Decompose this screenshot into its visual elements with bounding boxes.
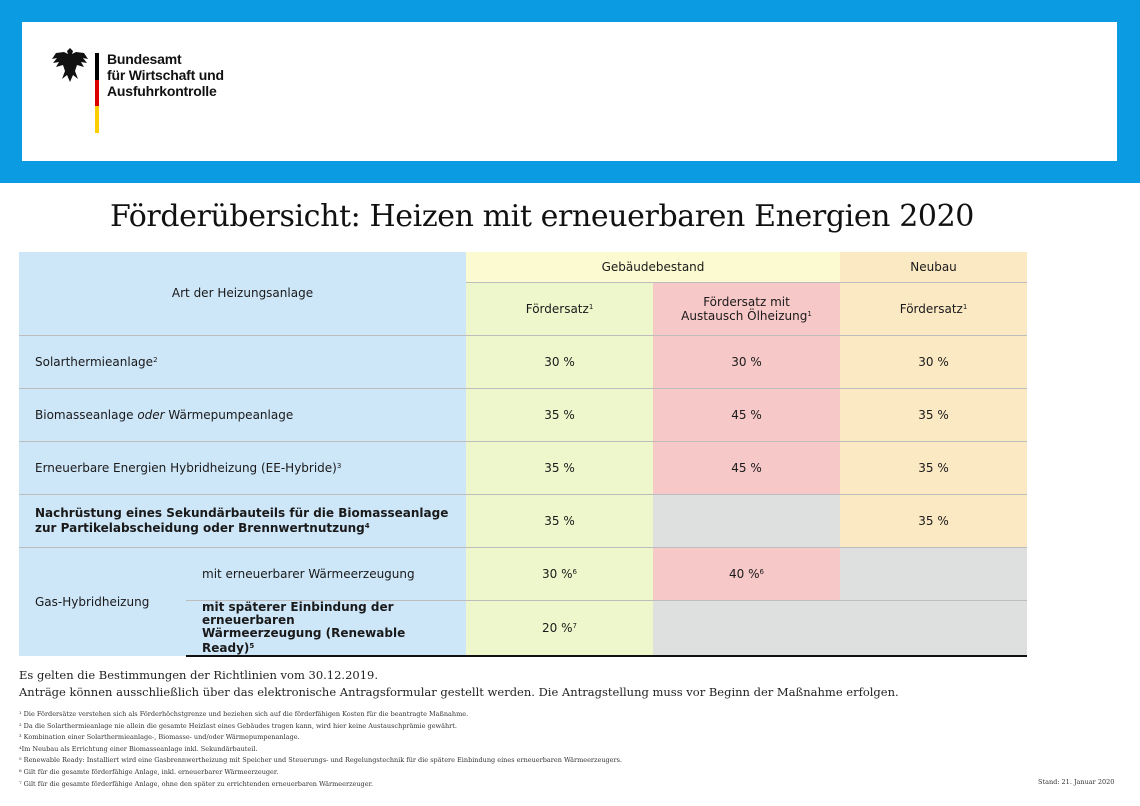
stand-date: Stand: 21. Januar 2020	[1038, 778, 1115, 786]
footnote: ⁵ Renewable Ready: Installiert wird eine Gasbrennwertheizung mit Speicher und Steuerungs- und Regelungstechnik für die spätere Einbindung eines erneuerbaren Wärmeerzeugers.	[19, 756, 623, 765]
footer-rule-text: Anträge können ausschließlich über das elektronische Antragsformular gestellt werden. Die Antragstellung muss vor Beginn der Maßnahme erfolgen.	[19, 685, 899, 699]
page-title: Förderübersicht: Heizen mit erneuerbaren Energien 2020	[110, 199, 974, 234]
subheader-foerdersatz-austausch: Fördersatz mit Austausch Ölheizung$^1$	[653, 282, 840, 335]
subheader-foerdersatz-neubau: Fördersatz$^1$	[840, 282, 1027, 335]
footer-rule-text: Es gelten die Bestimmungen der Richtlinien vom 30.12.2019.	[19, 668, 379, 682]
org-line: Ausfuhrkontrolle	[107, 83, 217, 99]
cell-bestand: 35 %	[466, 494, 653, 547]
cell-austausch: 40 %$^6$	[653, 547, 840, 600]
footnote: ⁷ Gilt für die gesamte förderfähige Anlage, ohne den später zu errichtenden erneuerbaren Wärmeerzeuger.	[19, 779, 374, 788]
cell-bestand: 30 %$^6$	[466, 547, 653, 600]
cell-neubau: 35 %	[840, 441, 1027, 494]
cell-bestand: 30 %	[466, 335, 653, 388]
german-flag-stripe	[95, 53, 99, 133]
federal-eagle-icon	[50, 45, 90, 85]
row-label: Erneuerbare Energien Hybridheizung (EE-Hybride)$^3$	[19, 441, 466, 494]
footnote: ⁴Im Neubau als Errichtung einer Biomasseanlage inkl. Sekundärbauteil.	[19, 744, 258, 753]
cell-neubau: 30 %	[840, 335, 1027, 388]
row-label: Biomasseanlage oder Wärmepumpeanlage	[19, 388, 466, 441]
org-line: für Wirtschaft und	[107, 67, 224, 83]
row-label-gas-hybrid: Gas-Hybridheizung	[19, 547, 186, 656]
table-row-gas-1	[19, 547, 1027, 600]
org-line: Bundesamt	[107, 51, 182, 67]
cell-not-applicable	[653, 494, 840, 547]
row-sublabel: mit späterer Einbindung der erneuerbaren Wärmeerzeugung (Renewable Ready)$^5$	[186, 600, 466, 656]
footer	[19, 667, 899, 790]
cell-bestand: 35 %	[466, 441, 653, 494]
footnote: ² Da die Solarthermieanlage nie allein die gesamte Heizlast eines Gebäudes tragen kann, wird hier keine Austauschprämie gewährt.	[19, 721, 457, 730]
table-row	[19, 388, 1027, 441]
row-label: Nachrüstung eines Sekundärbauteils für die Biomasseanlage zur Partikelabscheidung oder Brennwertnutzung$^4$	[19, 494, 466, 547]
footnote: ³ Kombination einer Solarthermieanlage-, Biomasse- und/oder Wärmepumpenanlage.	[19, 733, 300, 742]
footnote-list	[19, 709, 899, 790]
cell-bestand: 20 %$^7$	[466, 600, 653, 656]
header-neubau: Neubau	[840, 252, 1027, 282]
header-heating-type: Art der Heizungsanlage	[19, 252, 466, 335]
cell-austausch: 30 %	[653, 335, 840, 388]
cell-not-applicable	[653, 600, 1027, 656]
subheader-foerdersatz: Fördersatz$^1$	[466, 282, 653, 335]
organization-name	[107, 51, 224, 99]
footnote: ⁶ Gilt für die gesamte förderfähige Anlage, inkl. erneuerbarer Wärmeerzeuger.	[19, 767, 279, 776]
table-header-row	[19, 252, 1027, 282]
cell-not-applicable	[840, 547, 1027, 600]
table-row	[19, 335, 1027, 388]
footnote: ¹ Die Fördersätze verstehen sich als Förderhöchstgrenze und beziehen sich auf die förderfähigen Kosten für die beantragte Maßnahme.	[19, 710, 469, 718]
funding-table	[19, 252, 1027, 657]
cell-neubau: 35 %	[840, 388, 1027, 441]
cell-bestand: 35 %	[466, 388, 653, 441]
cell-austausch: 45 %	[653, 441, 840, 494]
row-sublabel: mit erneuerbarer Wärmeerzeugung	[186, 547, 466, 600]
header-gebaeudebestand: Gebäudebestand	[466, 252, 840, 282]
cell-neubau: 35 %	[840, 494, 1027, 547]
cell-austausch: 45 %	[653, 388, 840, 441]
table-row	[19, 441, 1027, 494]
row-label: Solarthermieanlage$^2$	[19, 335, 466, 388]
table-row	[19, 494, 1027, 547]
